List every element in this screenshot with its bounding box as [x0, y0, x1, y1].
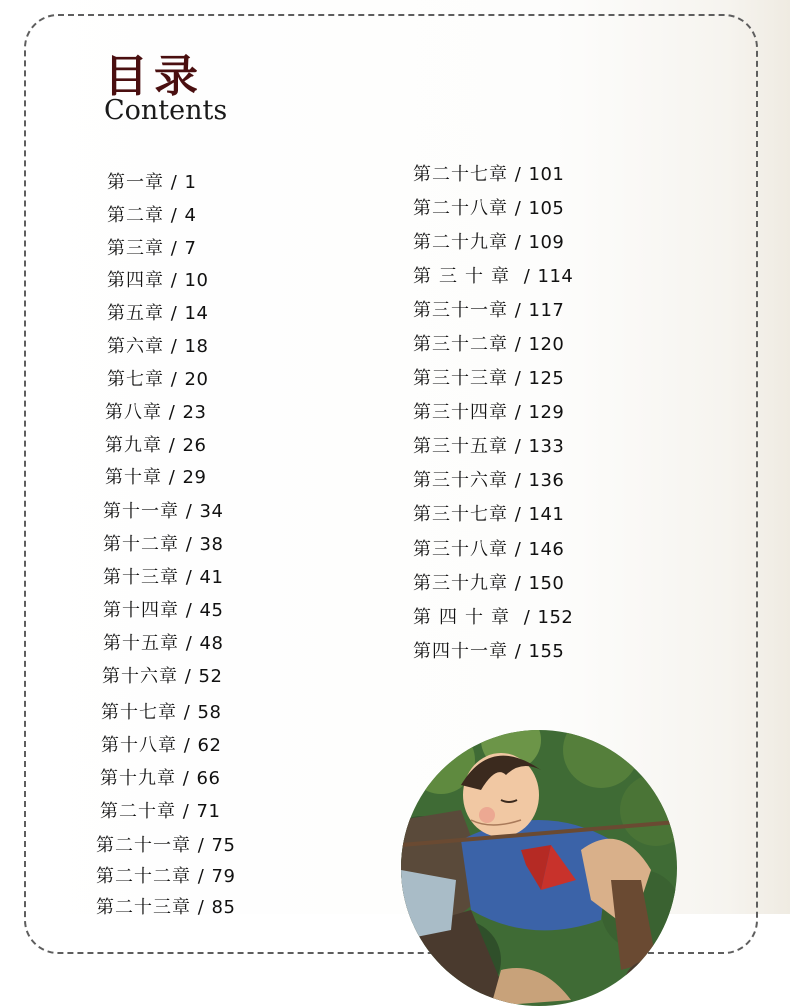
chapter-label: 第三十二章 [413, 334, 508, 355]
page-separator: / [517, 607, 538, 628]
toc-entry [413, 535, 564, 561]
page-number: 10 [184, 270, 209, 291]
chapter-label: 第二十三章 [96, 897, 191, 918]
chapter-label: 第十三章 [103, 567, 179, 588]
page-separator: / [508, 232, 529, 253]
toc-entry [103, 629, 223, 655]
page-separator: / [508, 573, 529, 594]
chapter-label: 第十六章 [102, 666, 178, 687]
page-separator: / [164, 270, 185, 291]
page-separator: / [508, 436, 529, 457]
toc-entry [413, 228, 564, 254]
page-number: 120 [528, 334, 565, 355]
page-number: 129 [528, 402, 565, 423]
page-separator: / [191, 866, 212, 887]
page-number: 20 [184, 369, 209, 390]
page-number: 109 [528, 232, 565, 253]
chapter-label: 第九章 [105, 435, 162, 456]
page-separator: / [508, 504, 529, 525]
toc-entry [103, 497, 223, 523]
toc-entry [107, 201, 196, 227]
chapter-label: 第四十一章 [413, 641, 508, 662]
chapter-label: 第三十五章 [413, 436, 508, 457]
page-separator: / [176, 768, 197, 789]
toc-entry [96, 831, 235, 857]
page-separator: / [508, 198, 529, 219]
chapter-label: 第一章 [107, 172, 164, 193]
chapter-label: 第十七章 [101, 702, 177, 723]
chapter-label: 第十八章 [101, 735, 177, 756]
toc-entry [413, 569, 564, 595]
toc-entry [105, 398, 206, 424]
page-separator: / [508, 368, 529, 389]
chapter-label: 第八章 [105, 402, 162, 423]
page-number: 150 [528, 573, 565, 594]
page-separator: / [164, 238, 185, 259]
chapter-label: 第三十九章 [413, 573, 508, 594]
page-separator: / [164, 205, 185, 226]
chapter-label: 第四章 [107, 270, 164, 291]
toc-entry [102, 662, 222, 688]
chapter-label: 第三十一章 [413, 300, 508, 321]
chapter-label: 第六章 [107, 336, 164, 357]
toc-entry [107, 234, 196, 260]
page-number: 114 [537, 266, 574, 287]
page-separator: / [164, 172, 185, 193]
toc-entry [100, 764, 220, 790]
page-separator: / [179, 600, 200, 621]
page-separator: / [508, 539, 529, 560]
chapter-label: 第三十八章 [413, 539, 508, 560]
chapter-label: 第二章 [107, 205, 164, 226]
chapter-label: 第七章 [107, 369, 164, 390]
chapter-label: 第十一章 [103, 501, 179, 522]
chapter-label: 第三十三章 [413, 368, 508, 389]
page-separator: / [508, 402, 529, 423]
chapter-label: 第十九章 [100, 768, 176, 789]
page-number: 141 [528, 504, 565, 525]
toc-entry [105, 431, 206, 457]
page-separator: / [179, 567, 200, 588]
page-number: 38 [199, 534, 224, 555]
page-number: 1 [184, 172, 197, 193]
page-number: 71 [196, 801, 221, 822]
toc-entry [105, 463, 206, 489]
chapter-label: 第二十一章 [96, 835, 191, 856]
toc-entry [413, 262, 573, 288]
toc-entry [103, 596, 223, 622]
page-number: 26 [182, 435, 207, 456]
toc-entry [96, 893, 235, 919]
toc-entry [413, 330, 564, 356]
page-separator: / [191, 897, 212, 918]
toc-entry [107, 168, 196, 194]
toc-entry [103, 530, 223, 556]
chapter-label: 第二十二章 [96, 866, 191, 887]
page-number: 7 [184, 238, 197, 259]
chapter-label: 第二十八章 [413, 198, 508, 219]
page-number: 133 [528, 436, 565, 457]
page-separator: / [508, 334, 529, 355]
page-number: 29 [182, 467, 207, 488]
page-number: 14 [184, 303, 209, 324]
toc-entry [101, 698, 221, 724]
chapter-label: 第二十七章 [413, 164, 508, 185]
chapter-illustration [401, 730, 677, 1006]
page-number: 85 [211, 897, 236, 918]
page-number: 58 [197, 702, 222, 723]
page-separator: / [179, 633, 200, 654]
chapter-label: 第五章 [107, 303, 164, 324]
page-subtitle: Contents [104, 95, 228, 126]
page-separator: / [176, 801, 197, 822]
page-separator: / [162, 402, 183, 423]
page-number: 41 [199, 567, 224, 588]
page-number: 79 [211, 866, 236, 887]
chapter-label: 第三十章 [413, 266, 517, 287]
toc-entry [107, 299, 208, 325]
chapter-label: 第二十章 [100, 801, 176, 822]
page-number: 117 [528, 300, 565, 321]
page-separator: / [508, 164, 529, 185]
page-number: 48 [199, 633, 224, 654]
page-separator: / [517, 266, 538, 287]
page-title: 目录 [104, 51, 204, 102]
toc-entry [103, 563, 223, 589]
page-number: 4 [184, 205, 197, 226]
chapter-label: 第十五章 [103, 633, 179, 654]
toc-entry [413, 432, 564, 458]
page-separator: / [162, 467, 183, 488]
chapter-label: 第三十七章 [413, 504, 508, 525]
toc-entry [107, 266, 208, 292]
toc-entry [413, 466, 564, 492]
page-separator: / [179, 534, 200, 555]
page-number: 152 [537, 607, 574, 628]
chapter-label: 第十四章 [103, 600, 179, 621]
chapter-label: 第四十章 [413, 607, 517, 628]
page-separator: / [177, 735, 198, 756]
page-separator: / [508, 641, 529, 662]
toc-entry [413, 364, 564, 390]
page-number: 34 [199, 501, 224, 522]
toc-entry [100, 797, 220, 823]
chapter-label: 第十章 [105, 467, 162, 488]
page-separator: / [162, 435, 183, 456]
toc-entry [413, 398, 564, 424]
page-number: 125 [528, 368, 565, 389]
chapter-label: 第三十六章 [413, 470, 508, 491]
page-separator: / [508, 300, 529, 321]
page-separator: / [191, 835, 212, 856]
toc-entry [413, 500, 564, 526]
toc-entry [413, 160, 564, 186]
toc-entry [96, 862, 235, 888]
toc-entry [413, 194, 564, 220]
page-number: 62 [197, 735, 222, 756]
page-separator: / [178, 666, 199, 687]
page-separator: / [164, 303, 185, 324]
page-separator: / [179, 501, 200, 522]
page-number: 18 [184, 336, 209, 357]
page-number: 136 [528, 470, 565, 491]
toc-entry [413, 296, 564, 322]
page-separator: / [164, 369, 185, 390]
toc-entry [413, 637, 564, 663]
page-separator: / [164, 336, 185, 357]
toc-entry [413, 603, 573, 629]
page-number: 75 [211, 835, 236, 856]
page-separator: / [508, 470, 529, 491]
toc-entry [101, 731, 221, 757]
toc-entry [107, 365, 208, 391]
page-number: 146 [528, 539, 565, 560]
page-number: 101 [528, 164, 565, 185]
page-number: 155 [528, 641, 565, 662]
page-number: 45 [199, 600, 224, 621]
boy-fishing-illustration [401, 730, 677, 1006]
chapter-label: 第十二章 [103, 534, 179, 555]
page-number: 23 [182, 402, 207, 423]
page-number: 105 [528, 198, 565, 219]
page-number: 52 [198, 666, 223, 687]
chapter-label: 第三章 [107, 238, 164, 259]
chapter-label: 第二十九章 [413, 232, 508, 253]
chapter-label: 第三十四章 [413, 402, 508, 423]
page-number: 66 [196, 768, 221, 789]
page-separator: / [177, 702, 198, 723]
toc-entry [107, 332, 208, 358]
